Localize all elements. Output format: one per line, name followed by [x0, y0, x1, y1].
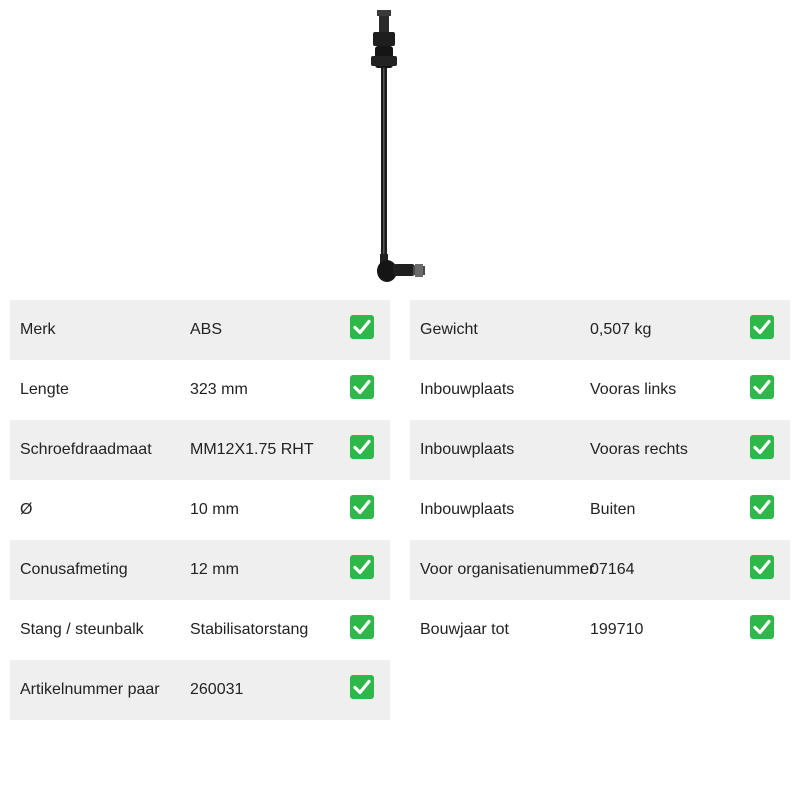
check-mark-icon — [750, 375, 774, 399]
spec-value: 260031 — [190, 681, 244, 698]
spec-label: Gewicht — [420, 321, 478, 338]
spec-row — [10, 660, 390, 720]
check-mark-icon — [350, 495, 374, 519]
spec-value: 12 mm — [190, 561, 239, 578]
spec-label: Stang / steunbalk — [20, 621, 144, 638]
spec-value: 07164 — [590, 561, 635, 578]
check-mark-icon — [750, 555, 774, 579]
spec-row — [10, 540, 390, 600]
specs-right-column — [410, 300, 790, 660]
spec-value: ABS — [190, 321, 223, 338]
spec-row — [10, 360, 390, 420]
spec-value: 10 mm — [190, 501, 239, 518]
spec-label: Merk — [20, 321, 56, 338]
check-mark-icon — [750, 495, 774, 519]
spec-row — [10, 600, 390, 660]
spec-value: Vooras links — [590, 381, 677, 398]
check-mark-icon — [750, 435, 774, 459]
check-mark-icon — [750, 315, 774, 339]
spec-label: Inbouwplaats — [420, 381, 515, 398]
spec-value: Stabilisatorstang — [190, 621, 309, 638]
specs-left-column — [10, 300, 390, 720]
spec-row — [410, 540, 790, 600]
check-mark-icon — [750, 615, 774, 639]
check-mark-icon — [350, 675, 374, 699]
spec-label: Conusafmeting — [20, 561, 128, 578]
spec-value: 323 mm — [190, 381, 248, 398]
spec-row — [410, 420, 790, 480]
spec-row — [410, 300, 790, 360]
spec-value: Buiten — [590, 501, 636, 518]
spec-row — [10, 480, 390, 540]
spec-row — [410, 480, 790, 540]
spec-value: 0,507 kg — [590, 321, 652, 338]
spec-label: Inbouwplaats — [420, 441, 515, 458]
spec-row — [410, 360, 790, 420]
spec-label: Inbouwplaats — [420, 501, 515, 518]
spec-label: Schroefdraadmaat — [20, 441, 152, 458]
product-image — [355, 8, 435, 290]
check-mark-icon — [350, 435, 374, 459]
spec-row — [10, 300, 390, 360]
spec-label: Bouwjaar tot — [420, 621, 509, 638]
spec-label: Ø — [20, 501, 33, 518]
check-mark-icon — [350, 615, 374, 639]
stabilizer-link-rod-icon — [355, 8, 435, 290]
spec-value: MM12X1.75 RHT — [190, 441, 314, 458]
check-mark-icon — [350, 555, 374, 579]
spec-value: 199710 — [590, 621, 644, 638]
spec-row — [10, 420, 390, 480]
check-mark-icon — [350, 315, 374, 339]
spec-label: Artikelnummer paar — [20, 681, 160, 698]
check-mark-icon — [350, 375, 374, 399]
spec-value: Vooras rechts — [590, 441, 688, 458]
spec-label: Lengte — [20, 381, 69, 398]
spec-label: Voor organisatienummer — [420, 561, 595, 578]
spec-row — [410, 600, 790, 660]
